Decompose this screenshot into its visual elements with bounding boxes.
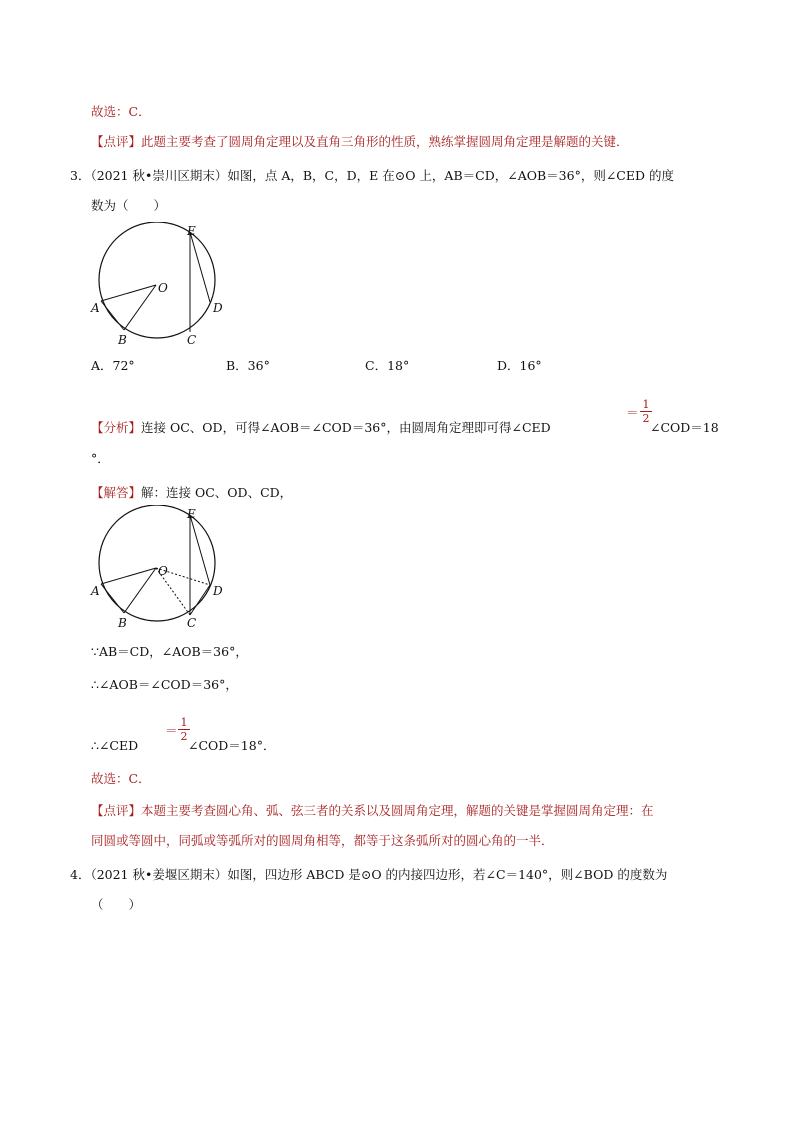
- comment-tag: 【点评】: [91, 803, 142, 818]
- label-b: B: [118, 616, 127, 630]
- solution-intro: 解：连接 OC、OD、CD，: [141, 485, 293, 500]
- q3-step1: ∵AB＝CD，∠AOB＝36°，: [91, 644, 248, 659]
- q3-option-d: D．16°: [497, 358, 542, 373]
- step3-frac-num: 1: [180, 716, 188, 729]
- q3-figure: [86, 222, 236, 352]
- step3-equals: ＝: [165, 723, 178, 738]
- analysis-tag: 【分析】: [91, 420, 142, 435]
- q3-option-c: C．18°: [365, 358, 410, 373]
- segment-ed: [190, 232, 210, 302]
- q3-solution-figure: [86, 505, 236, 635]
- q3-stem-line1: 3．（2021 秋•崇川区期末）如图，点 A，B，C，D，E 在⊙O 上，AB＝CD，∠AOB＝36°，则∠CED 的度: [70, 168, 674, 183]
- label-a: A: [91, 301, 100, 315]
- q3-answer: 故选：C．: [91, 771, 151, 786]
- segment-ao: [101, 285, 156, 301]
- analysis-frac-den: 2: [642, 412, 650, 425]
- q2-comment: [91, 133, 629, 151]
- step3-frac-den: 2: [180, 730, 188, 743]
- analysis-text-c: °．: [91, 451, 110, 466]
- label-c: C: [187, 333, 197, 347]
- label-d: D: [213, 301, 223, 315]
- segment-cd: [190, 585, 210, 615]
- segment-ob: [124, 568, 156, 613]
- q3-solution: [91, 484, 292, 502]
- q3-comment-line2: 同圆或等圆中，同弧或等弧所对的圆周角相等，都等于这条弧所对的圆心角的一半．: [91, 833, 554, 848]
- label-d: D: [213, 584, 223, 598]
- comment-tag: 【点评】: [91, 134, 142, 149]
- comment-text: 此题主要考查了圆周角定理以及直角三角形的性质，熟练掌握圆周角定理是解题的关键．: [141, 134, 629, 149]
- solution-tag: 【解答】: [91, 485, 142, 500]
- q3-stem-line2: 数为（ ）: [91, 198, 167, 213]
- segment-ob: [124, 285, 156, 330]
- q3-option-a: A．72°: [91, 358, 135, 373]
- label-b: B: [118, 333, 127, 347]
- comment-text: 本题主要考查圆心角、弧、弦三者的关系以及圆周角定理，解题的关键是掌握圆周角定理：在: [141, 803, 654, 818]
- q4-stem-line2: （ ）: [91, 897, 142, 912]
- step3-text-b: ∠COD＝18°．: [188, 738, 276, 753]
- q2-answer: 故选：C．: [91, 104, 151, 119]
- q3-comment-line1: [91, 802, 654, 820]
- label-c: C: [187, 616, 197, 630]
- segment-ab: [101, 301, 124, 330]
- q3-analysis: [91, 419, 551, 437]
- q3-option-b: B．36°: [226, 358, 270, 373]
- segment-ed: [190, 515, 210, 585]
- analysis-frac-num: 1: [642, 398, 650, 411]
- label-e: E: [187, 224, 196, 238]
- q3-step2: ∴∠AOB＝∠COD＝36°，: [91, 677, 238, 692]
- q3-step3: ∴∠CED: [91, 738, 139, 753]
- label-o: O: [158, 281, 168, 295]
- label-e: E: [187, 507, 196, 521]
- analysis-text: 连接 OC、OD，可得∠AOB＝∠COD＝36°，由圆周角定理即可得∠CED: [141, 420, 551, 435]
- label-o: O: [158, 564, 168, 578]
- analysis-text-b: ∠COD＝18: [650, 420, 719, 435]
- label-a: A: [91, 584, 100, 598]
- q4-stem-line1: 4．（2021 秋•姜堰区期末）如图，四边形 ABCD 是⊙O 的内接四边形，若∠C＝140°，则∠BOD 的度数为: [70, 867, 668, 882]
- analysis-equals: ＝: [626, 405, 639, 420]
- segment-ab: [101, 584, 124, 613]
- segment-ao: [101, 568, 156, 584]
